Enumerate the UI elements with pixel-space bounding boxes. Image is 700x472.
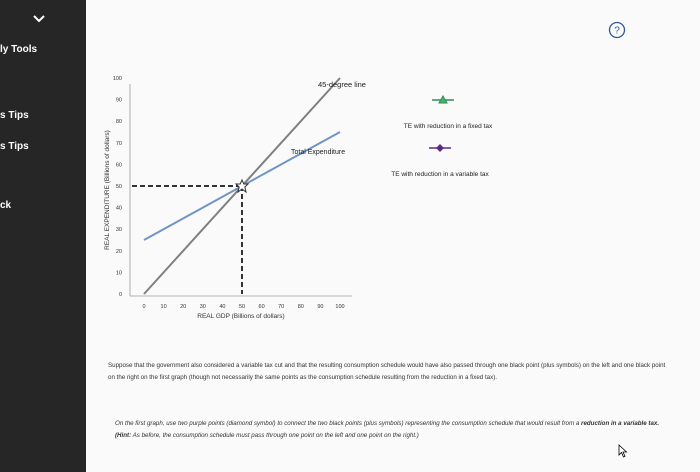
expenditure-graph — [86, 0, 700, 340]
x-tick-label: 50 — [238, 304, 246, 310]
x-tick-label: 40 — [219, 304, 226, 310]
y-tick-label: 40 — [115, 205, 122, 212]
question-paragraph-2: On the first graph, use two purple points (diamond symbol) to connect the two black points (plus symbols) representing the consumption schedule that would result from a reduction in a variable tax. (Hint: As before, the consumption schedule must pass through one point on the left and one point on the right.) — [115, 420, 660, 439]
question-panel — [86, 0, 700, 472]
sidebar — [0, 0, 86, 472]
x-tick-label: 90 — [317, 304, 324, 310]
y-tick-label: 60 — [115, 162, 122, 169]
y-tick-label: 90 — [115, 97, 122, 104]
diamond-marker-icon[interactable] — [436, 144, 444, 152]
svg-text:?: ? — [614, 25, 620, 37]
y-axis-label: REAL EXPENDITURE (Billions of dollars) — [104, 130, 111, 250]
mouse-cursor-icon — [618, 444, 628, 458]
sidebar-item-tools[interactable]: ly Tools — [0, 44, 38, 55]
sidebar-item-tips-2[interactable]: s Tips — [0, 141, 29, 152]
sidebar-item-tips-1[interactable]: s Tips — [0, 110, 29, 121]
y-tick-label: 50 — [115, 184, 122, 190]
hint-label: (Hint: — [115, 432, 132, 439]
question-paragraph-1: Suppose that the government also considered a variable tax cut and that the resulting consumption schedule would have also passed through one black point (plus symbols) on the left and one black point on the right on the first graph (though not necessarily the same points as the consumption schedule resulting from the reduction in a fixed tax). — [108, 362, 666, 381]
y-tick-label: 10 — [115, 270, 122, 277]
y-axis-ticks — [113, 76, 122, 298]
y-tick-label: 80 — [115, 119, 122, 126]
y-tick-label: 70 — [115, 140, 122, 147]
x-tick-label: 10 — [160, 304, 167, 310]
x-tick-label: 20 — [180, 304, 187, 310]
palette-variable-tax[interactable] — [391, 144, 489, 178]
x-tick-label: 70 — [278, 304, 285, 310]
palette-fixed-tax-label: TE with reduction in a fixed tax — [403, 123, 493, 130]
x-axis-ticks — [142, 304, 344, 310]
x-tick-label: 0 — [142, 304, 146, 310]
sidebar-item-back[interactable]: ck — [0, 200, 12, 211]
x-tick-label: 30 — [199, 304, 206, 310]
x-axis-label: REAL GDP (Billions of dollars) — [197, 313, 285, 320]
x-tick-label: 60 — [258, 304, 265, 310]
x-tick-label: 80 — [297, 304, 304, 310]
label-total-expenditure: Total Expenditure — [291, 149, 346, 156]
palette-variable-tax-label: TE with reduction in a variable tax — [391, 171, 489, 178]
y-tick-label: 20 — [115, 248, 122, 255]
y-tick-label: 0 — [118, 292, 122, 298]
palette-fixed-tax[interactable] — [404, 96, 493, 130]
y-tick-label: 100 — [112, 76, 122, 82]
y-tick-label: 30 — [115, 227, 122, 234]
x-tick-label: 100 — [335, 304, 345, 310]
chevron-down-icon[interactable] — [30, 10, 48, 28]
label-45-degree-line: 45-degree line — [318, 80, 366, 89]
emphasis-variable-tax: reduction in a variable tax. — [581, 420, 660, 427]
